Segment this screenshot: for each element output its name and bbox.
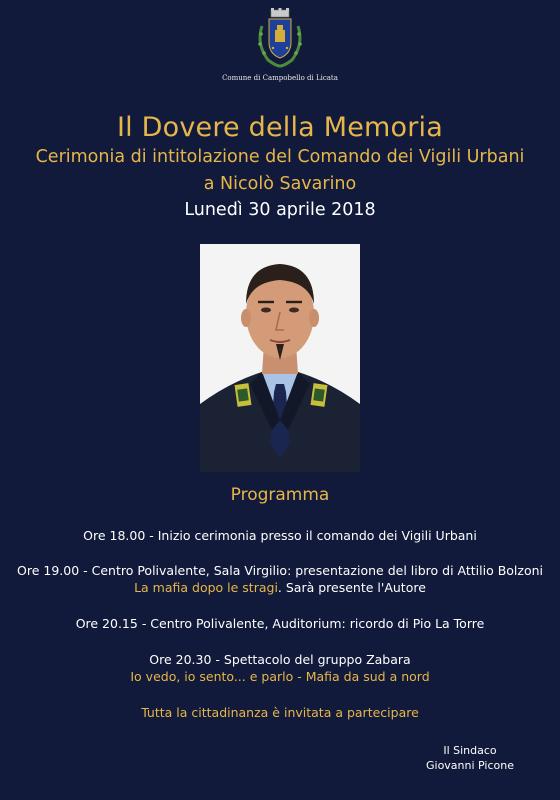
author-note: . Sarà presente l'Autore <box>277 580 426 595</box>
program-item-4: Ore 20.30 - Spettacolo del gruppo Zabara <box>149 652 411 667</box>
program-item-2-detail <box>0 580 560 595</box>
program-item-2: Ore 19.00 - Centro Polivalente, Sala Virgilio: presentazione del libro di Attilio Bolzoni <box>17 563 543 578</box>
program-item-3: Ore 20.15 - Centro Polivalente, Auditorium: ricordo di Pio La Torre <box>75 616 485 631</box>
event-subtitle-line1: Cerimonia di intitolazione del Comando dei Vigili Urbani <box>35 147 525 167</box>
show-title-b: Mafia da sud a nord <box>305 669 430 684</box>
book-title: La mafia dopo le stragi <box>134 580 278 595</box>
program-item-1: Ore 18.00 - Inizio cerimonia presso il comando dei Vigili Urbani <box>83 528 477 543</box>
program-heading: Programma <box>230 485 330 505</box>
program-item-4-detail <box>0 669 560 684</box>
town-crest <box>254 8 306 70</box>
comune-label: Comune di Campobello di Licata <box>222 74 338 82</box>
show-separator: - <box>293 669 306 684</box>
portrait-photo <box>200 244 360 472</box>
show-title-a: Io vedo, io sento... e parlo <box>130 669 294 684</box>
invitation-text: Tutta la cittadinanza è invitata a partecipare <box>141 705 419 720</box>
event-subtitle-line2: a Nicolò Savarino <box>203 174 357 194</box>
signature-role: Il Sindaco <box>443 744 497 757</box>
event-title: Il Dovere della Memoria <box>116 112 443 143</box>
signature-name: Giovanni Picone <box>425 759 515 772</box>
event-date: Lunedì 30 aprile 2018 <box>184 200 376 220</box>
